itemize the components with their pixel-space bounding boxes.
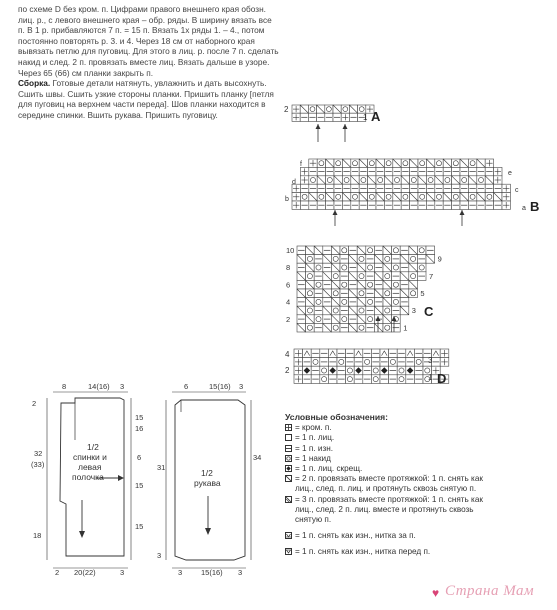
chart-cell — [432, 349, 441, 358]
chart-cell — [366, 298, 375, 307]
chart-b-row-a: a — [522, 205, 526, 212]
k3tog-icon — [285, 496, 292, 503]
chart-cell — [468, 159, 476, 167]
chart-d-row-2: 2 — [285, 366, 290, 375]
chart-cell — [340, 246, 349, 255]
chart-cell — [359, 176, 367, 184]
chart-cell — [384, 159, 392, 167]
body-side-bottom: 18 — [33, 531, 42, 540]
chart-cell — [334, 193, 342, 201]
body-bottom-middle: 20(22) — [74, 568, 96, 577]
body-bottom-right: 3 — [120, 568, 125, 577]
chart-cell — [418, 193, 426, 201]
body-side-top: 2 — [32, 399, 37, 408]
chart-cell — [389, 358, 398, 367]
chart-cell — [342, 176, 350, 184]
chart-cell — [337, 358, 346, 367]
chart-b-grid — [292, 159, 510, 209]
chart-cell — [306, 289, 315, 298]
chart-b-arrow-head — [460, 210, 465, 215]
instruction-paragraph: по схеме D без кром. п. Цифрами правого внешнего края обозн. лиц. р., с левого внешнего края – обр. ряды. В ширину вязать все п. В 1 р. прибавляются 7 п. = 15 п. Вязать 1х ряды 1. – 4., потом постоянно повторять р. 3. и 4. Через 18 см от наборного края вывязать петлю для пуговиц. Для этого в лиц. р. после 7 п. сделать накид и след. 2 п. провязать вместе лиц. Вязать дальше в узоре. Через 65 (66) см планки закрыть п. — [18, 4, 279, 78]
chart-b-row-c: c — [515, 187, 519, 194]
chart-cell — [392, 280, 401, 289]
chart-cell — [357, 272, 366, 281]
chart-cell — [306, 306, 315, 315]
legend-title: Условные обозначения: — [285, 412, 388, 422]
chart-cell — [325, 105, 333, 113]
chart-cell — [418, 159, 426, 167]
chart-cell — [354, 349, 363, 358]
chart-cell — [320, 366, 329, 375]
sleeve-top-middle: 15(16) — [209, 382, 231, 391]
chart-c-grid — [297, 246, 435, 332]
chart-b-row-e: e — [508, 170, 512, 177]
chart-cell — [371, 375, 380, 384]
chart-cell — [368, 193, 376, 201]
chart-cell — [358, 105, 366, 113]
legend-item-edge — [285, 423, 485, 433]
chart-cell — [326, 176, 334, 184]
assembly-title: Сборка. — [18, 78, 51, 89]
chart-cell — [314, 298, 323, 307]
chart-cell — [331, 255, 340, 264]
chart-cell — [357, 289, 366, 298]
body-right-mid: 6 — [137, 453, 142, 462]
chart-cell — [331, 306, 340, 315]
body-top-right: 3 — [120, 382, 125, 391]
sleeve-bottom-left-marker: 3 — [157, 551, 162, 560]
body-label-4: полочка — [72, 472, 104, 482]
chart-cell — [366, 246, 375, 255]
legend-text: = 1 п. лиц. скрещ. — [295, 464, 363, 474]
legend-text: = 1 п. изн. — [295, 443, 333, 453]
legend-item-knit — [285, 433, 485, 443]
chart-cell — [340, 315, 349, 324]
chart-cell — [351, 159, 359, 167]
chart-cell — [383, 272, 392, 281]
chart-cell — [380, 349, 389, 358]
chart-cell — [331, 272, 340, 281]
legend-text: = 1 накид — [295, 453, 331, 463]
body-right-mid2: 15 — [135, 481, 144, 490]
sleeve-bottom-right: 3 — [238, 568, 243, 577]
slip-back-icon — [285, 532, 292, 539]
chart-cell — [371, 366, 380, 375]
chart-cell — [452, 159, 460, 167]
chart-c-row-label: 9 — [437, 254, 442, 264]
chart-cell — [397, 375, 406, 384]
chart-cell — [357, 306, 366, 315]
chart-c-row-label: 8 — [286, 263, 291, 273]
legend-item-purl — [285, 444, 485, 454]
chart-cell — [346, 375, 355, 384]
chart-a-grid — [292, 105, 374, 121]
chart-cell — [366, 315, 375, 324]
chart-cell — [435, 193, 443, 201]
sleeve-right-dimension: 34 — [253, 453, 262, 462]
chart-cell — [317, 193, 325, 201]
purl-icon — [285, 445, 292, 452]
chart-cell — [393, 176, 401, 184]
chart-cell — [383, 323, 392, 332]
chart-cell — [341, 105, 349, 113]
chart-d-row-3: 3 — [428, 356, 433, 365]
assembly-body: Готовые детали натянуть, увлажнить и дать высохнуть. Сшить швы. Сшить узкие стороны планки. Пришить планку [петля для пуговиц на верхнем части переда]. Шов планки находится в середине спинки. Вшить рукава. Пришить пуговицу. — [18, 78, 274, 120]
legend-text: = 3 п. провязать вместе протяжкой: 1 п. снять как лиц., след. 2 п. лиц. вместе и протянуть сквозь снятую п. — [295, 494, 483, 525]
chart-c-row-label: 10 — [286, 246, 295, 255]
body-side-total-alt: (33) — [31, 460, 45, 469]
chart-c-row-label: 6 — [286, 280, 291, 290]
chart-cell — [368, 159, 376, 167]
body-label-2: спинки и — [73, 452, 107, 462]
edge-stitch-icon — [285, 424, 292, 431]
chart-cell — [383, 255, 392, 264]
body-side-total: 32 — [34, 449, 43, 458]
chart-a-label: A — [371, 109, 381, 124]
chart-cell — [331, 323, 340, 332]
chart-cell — [366, 280, 375, 289]
chart-cell — [334, 159, 342, 167]
yarn-over-icon — [285, 455, 292, 462]
legend-text: = 1 п. снять как изн., нитка перед п. — [295, 547, 431, 557]
chart-cell — [485, 193, 493, 201]
chart-a-arrow-head — [316, 124, 321, 129]
chart-cell — [346, 366, 355, 375]
chart-c-row-label: 4 — [286, 297, 291, 307]
chart-cell — [383, 306, 392, 315]
chart-cell — [443, 176, 451, 184]
chart-cell — [357, 323, 366, 332]
chart-grids — [292, 105, 510, 383]
chart-d-row-1: 1 — [428, 373, 433, 382]
chart-cell — [303, 349, 312, 358]
legend-item-yo — [285, 454, 485, 464]
chart-cell — [357, 255, 366, 264]
legend-item-k2tog — [285, 474, 485, 494]
chart-c-row-label: 3 — [411, 306, 416, 316]
body-bottom-left: 2 — [55, 568, 60, 577]
chart-cell — [409, 255, 418, 264]
chart-cell — [317, 159, 325, 167]
legend-item-slip-front — [285, 547, 485, 557]
chart-c-row-label: 2 — [286, 314, 291, 324]
chart-b-arrow-head — [333, 210, 338, 215]
legend-text: = 1 п. снять как изн., нитка за п. — [295, 531, 416, 541]
chart-cell — [410, 176, 418, 184]
chart-cell — [384, 193, 392, 201]
body-top-left: 8 — [62, 382, 67, 391]
sleeve-bottom-middle: 15(16) — [201, 568, 223, 577]
sleeve-left-dimension: 31 — [157, 463, 166, 472]
body-label-1: 1/2 — [87, 442, 99, 452]
chart-cell — [309, 176, 317, 184]
chart-c-row-label: 7 — [429, 271, 434, 281]
chart-b-label: B — [530, 199, 540, 214]
chart-cell — [314, 263, 323, 272]
slip-front-icon — [285, 548, 292, 555]
chart-cell — [401, 159, 409, 167]
body-top-middle: 14(16) — [88, 382, 110, 391]
legend — [285, 412, 485, 558]
watermark-logo: Страна Мам — [445, 583, 535, 599]
chart-cell — [314, 280, 323, 289]
chart-cell — [460, 176, 468, 184]
chart-cell — [363, 358, 372, 367]
knit-icon — [285, 434, 292, 441]
chart-c-row-label: 5 — [420, 289, 425, 298]
chart-cell — [311, 358, 320, 367]
body-right-top-alt: 16 — [135, 424, 144, 433]
sleeve-top-left: 6 — [184, 382, 189, 391]
chart-cell — [392, 246, 401, 255]
chart-b-row-d: d — [292, 179, 296, 186]
chart-cell — [452, 193, 460, 201]
chart-cell — [376, 176, 384, 184]
chart-a-row-2: 2 — [284, 105, 289, 114]
chart-cell — [468, 193, 476, 201]
chart-cell — [306, 323, 315, 332]
k2tog-icon — [285, 475, 292, 482]
chart-cell — [401, 193, 409, 201]
chart-b-row-b: b — [285, 196, 289, 203]
chart-d-label: D — [437, 371, 447, 386]
legend-text: = 2 п. провязать вместе протяжкой: 1 п. снять как лиц., след. п. лиц. и протянуть сквозь снятую п. — [295, 474, 483, 494]
chart-cell — [392, 298, 401, 307]
chart-cell — [409, 272, 418, 281]
chart-a-row-1: 1 — [363, 113, 368, 122]
twisted-knit-icon — [285, 465, 292, 472]
chart-d-row-4: 4 — [285, 350, 290, 359]
chart-cell — [340, 298, 349, 307]
chart-cell — [383, 289, 392, 298]
chart-cell — [314, 315, 323, 324]
chart-cell — [351, 193, 359, 201]
chart-cell — [435, 159, 443, 167]
legend-item-twisted — [285, 464, 485, 474]
chart-c-label: C — [424, 304, 434, 319]
sleeve-label-1: 1/2 — [201, 468, 213, 478]
sleeve-label-2: рукава — [194, 478, 221, 488]
chart-cell — [392, 263, 401, 272]
legend-item-slip-back — [285, 531, 485, 541]
chart-cell — [414, 358, 423, 367]
body-right-bottom: 15 — [135, 522, 144, 531]
chart-cell — [308, 105, 316, 113]
chart-cell — [417, 246, 426, 255]
chart-cell — [406, 349, 415, 358]
legend-text: = 1 п. лиц. — [295, 433, 335, 443]
chart-cell — [320, 375, 329, 384]
chart-cell — [426, 176, 434, 184]
chart-a-arrow-head — [343, 124, 348, 129]
heart-icon: ♥ — [432, 586, 440, 600]
chart-cell — [409, 289, 418, 298]
chart-cell — [366, 263, 375, 272]
chart-cell — [306, 255, 315, 264]
sleeve-top-right: 3 — [239, 382, 244, 391]
legend-item-k3tog — [285, 495, 485, 526]
body-label-3: левая — [78, 462, 102, 472]
body-right-top: 15 — [135, 413, 144, 422]
chart-cell — [306, 272, 315, 281]
chart-cell — [417, 263, 426, 272]
chart-cell — [340, 280, 349, 289]
chart-b-row-f: f — [300, 161, 302, 168]
chart-d-grid — [294, 349, 449, 383]
legend-text: = кром. п. — [295, 423, 332, 433]
chart-cell — [331, 289, 340, 298]
chart-cell — [328, 349, 337, 358]
sleeve-bottom-left: 3 — [178, 568, 183, 577]
chart-cell — [300, 193, 308, 201]
chart-c-row-label: 1 — [403, 323, 408, 333]
chart-cell — [397, 366, 406, 375]
chart-cell — [477, 176, 485, 184]
chart-cell — [340, 263, 349, 272]
